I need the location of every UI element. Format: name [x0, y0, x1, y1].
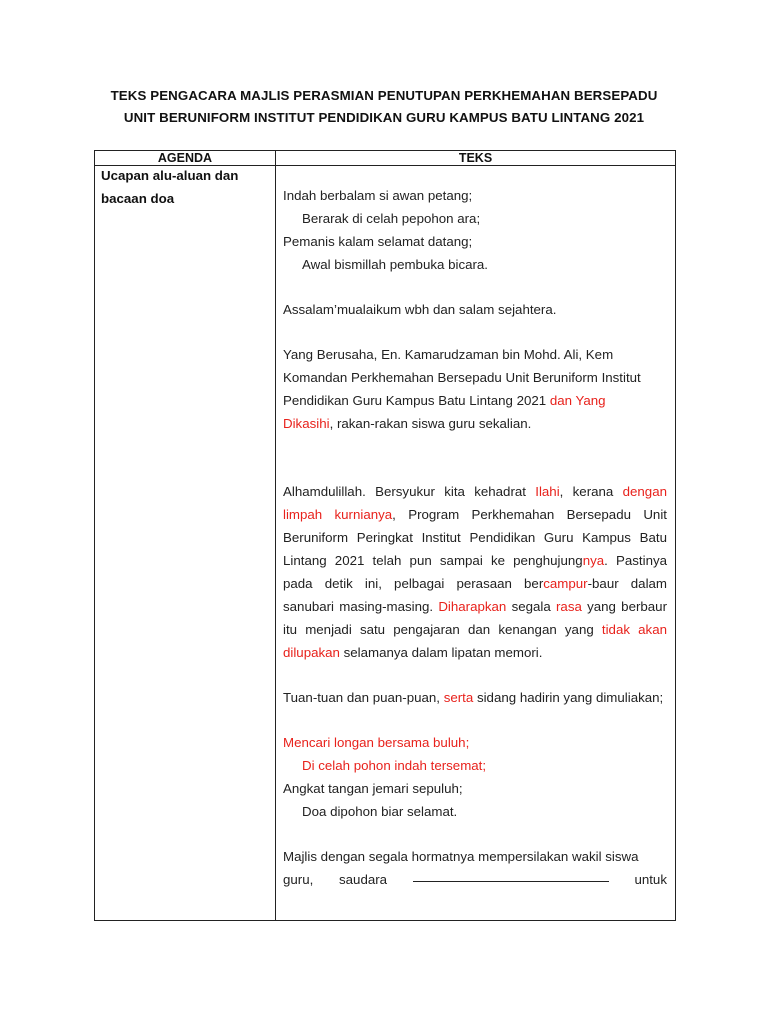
document-title-line-2: UNIT BERUNIFORM INSTITUT PENDIDIKAN GURU KAMPUS BATU LINTANG 2021 [123, 110, 645, 125]
text-span: selamanya dalam lipatan memori. [339, 645, 543, 660]
text-span: , rakan-rakan siswa guru sekalian. [329, 416, 532, 431]
highlighted-text: rasa [556, 599, 582, 614]
yang-paragraph-line-1: Yang Berusaha, En. Kamarudzaman bin Mohd. Ali, Kem [283, 347, 614, 362]
majlis-paragraph-line-2 [283, 868, 667, 891]
pantun1-line-3: Pemanis kalam selamat datang; [283, 234, 473, 249]
pantun2-line-3: Angkat tangan jemari sepuluh; [283, 781, 463, 796]
agenda-column-header: AGENDA [95, 151, 276, 166]
highlighted-text: tidak akan dilupakan [283, 622, 667, 660]
text-span: Pendidikan Guru Kampus Batu Lintang 2021 [283, 393, 550, 408]
text-span: untuk [634, 872, 667, 887]
alhamdulillah-paragraph [283, 480, 667, 664]
text-span: , kerana [559, 484, 623, 499]
text-span: , Program Perkhemahan Bersepadu Unit Beruniform Peringkat Institut Pendidikan Guru Kampus Batu Lintang 2021 telah pun sampai ke penghujung [283, 507, 667, 568]
script-table [94, 150, 676, 921]
tuan-puan-paragraph [283, 686, 667, 709]
text-span: Alhamdulillah. Bersyukur kita kehadrat [283, 484, 536, 499]
yang-paragraph-line-4 [283, 412, 667, 435]
text-span: yang berbaur itu menjadi satu pengajaran dan kenangan yang [283, 599, 668, 637]
pantun1-line-4: Awal bismillah pembuka bicara. [302, 257, 489, 272]
text-span: saudara [339, 872, 388, 887]
yang-paragraph-line-2: Komandan Perkhemahan Bersepadu Unit Beruniform Institut [283, 370, 641, 385]
teks-content [276, 166, 675, 891]
highlighted-text: Diharapkan [438, 599, 507, 614]
agenda-cell [95, 166, 276, 921]
agenda-label-line-1: Ucapan alu-aluan dan [101, 168, 239, 183]
highlighted-text: serta [443, 690, 474, 705]
pantun2-line-4: Doa dipohon biar selamat. [302, 804, 458, 819]
table-row [95, 166, 676, 921]
document-title-line-1: TEKS PENGACARA MAJLIS PERASMIAN PENUTUPAN PERKHEMAHAN BERSEPADU [110, 88, 658, 103]
text-span: segala [506, 599, 556, 614]
pantun2-line-1: Mencari longan bersama buluh; [283, 735, 470, 750]
pantun1-line-1: Indah berbalam si awan petang; [283, 188, 473, 203]
yang-paragraph-line-3 [283, 389, 667, 412]
text-span: . Pastinya pada detik ini, pelbagai perasaan ber [283, 553, 668, 591]
salam-paragraph: Assalam’mualaikum wbh dan salam sejahtera. [283, 302, 557, 317]
highlighted-text: campur [543, 576, 588, 591]
majlis-paragraph-line-1: Majlis dengan segala hormatnya mempersilakan wakil siswa [283, 849, 639, 864]
text-span: sidang hadirin yang dimuliakan; [473, 690, 664, 705]
agenda-label-line-2: bacaan doa [101, 191, 175, 206]
text-span: -baur dalam sanubari masing-masing. [283, 576, 667, 614]
pantun1-line-2: Berarak di celah pepohon ara; [302, 211, 481, 226]
name-blank-line [413, 868, 609, 882]
highlighted-text: nya [582, 553, 605, 568]
highlighted-text: Dikasihi [283, 416, 330, 431]
highlighted-text: Ilahi [535, 484, 560, 499]
teks-cell [276, 166, 676, 921]
highlighted-text: dengan limpah kurnianya [283, 484, 667, 522]
teks-column-header: TEKS [276, 151, 676, 166]
pantun2-line-2: Di celah pohon indah tersemat; [302, 758, 487, 773]
text-span: Tuan-tuan dan puan-puan, [283, 690, 444, 705]
text-span: guru, [283, 872, 314, 887]
highlighted-text: dan Yang [549, 393, 606, 408]
